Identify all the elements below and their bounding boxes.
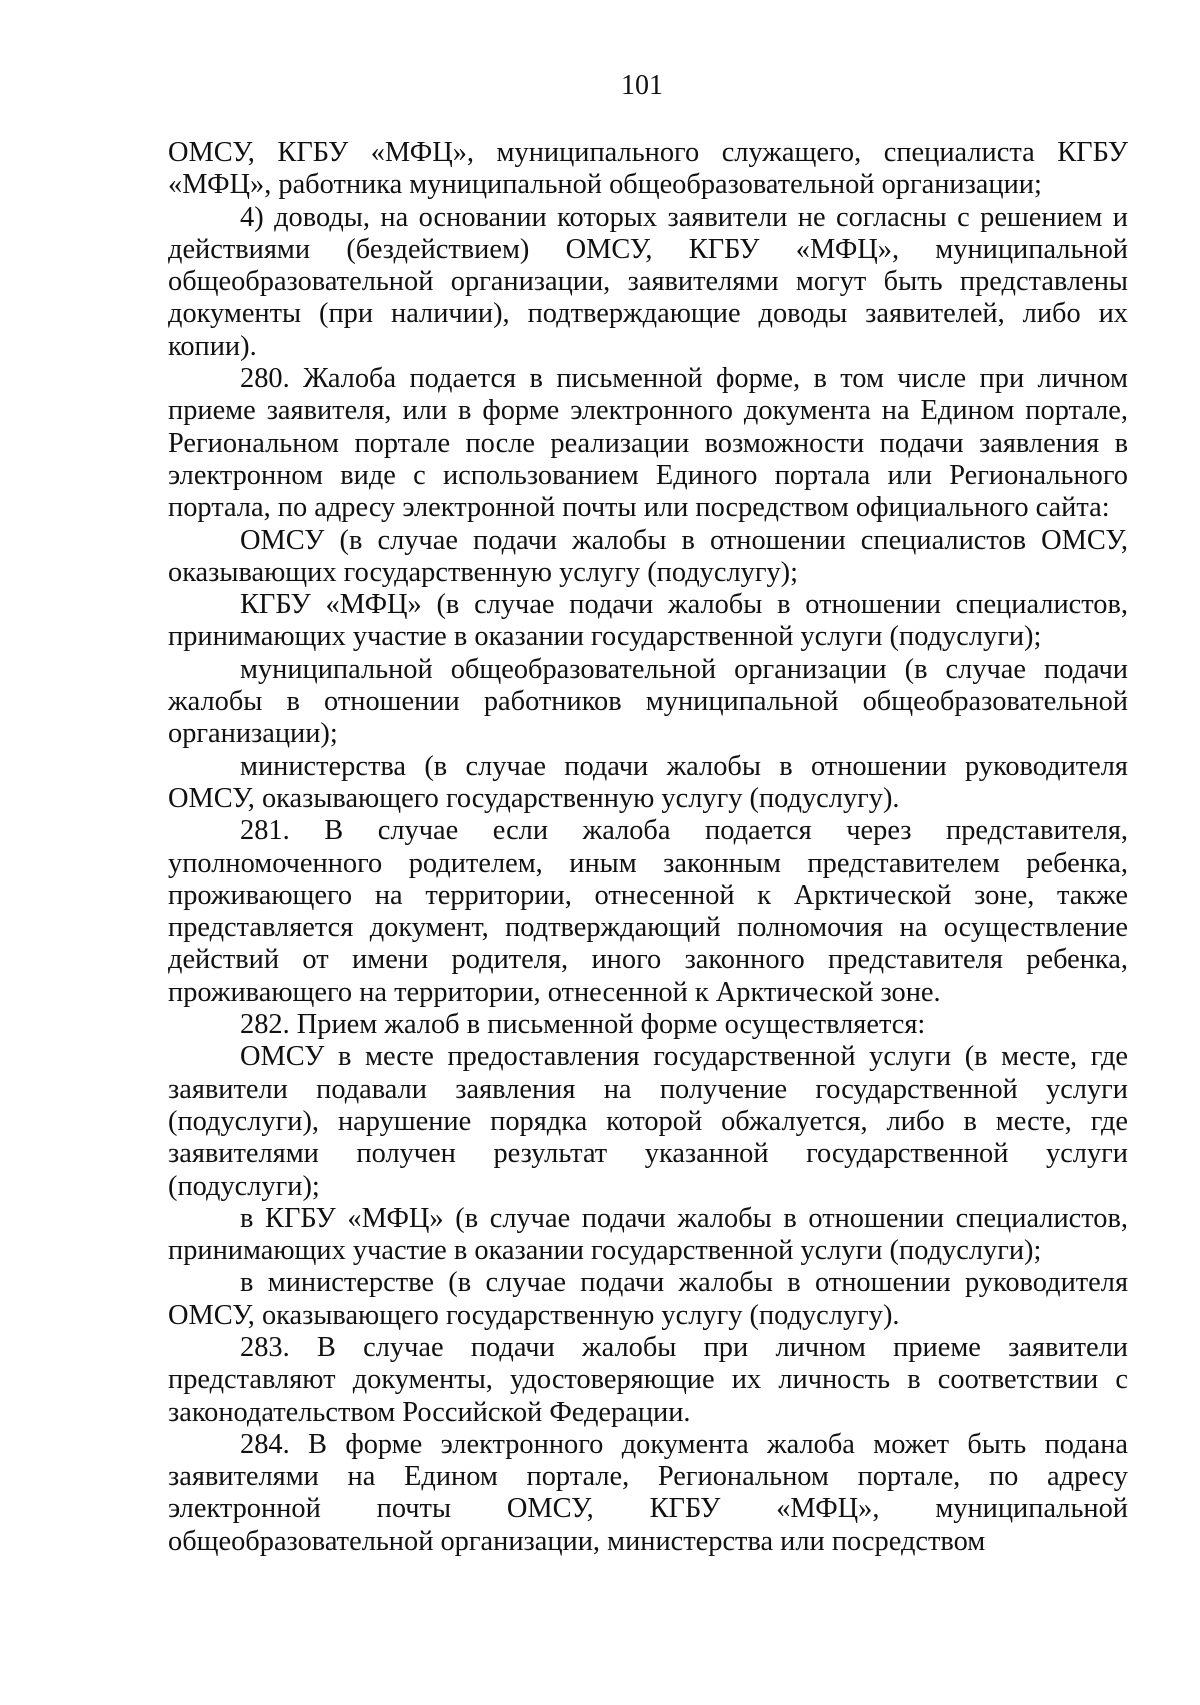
paragraph: в КГБУ «МФЦ» (в случае подачи жалобы в отношении специалистов, принимающих участие в оказании государственной услуги (подуслуги);	[168, 1202, 1128, 1267]
paragraph: 281. В случае если жалоба подается через представителя, уполномоченного родителем, иным законным представителем ребенка, проживающего на территории, отнесенной к Арктической зоне, также представляется документ, подтверждающий полномочия на осуществление действий от имени родителя, иного законного представителя ребенка, проживающего на территории, отнесенной к Арктической зоне.	[168, 815, 1128, 1008]
paragraph: 284. В форме электронного документа жалоба может быть подана заявителями на Едином портале, Региональном портале, по адресу электронной почты ОМСУ, КГБУ «МФЦ», муниципальной общеобразовательной организации, министерства или посредством	[168, 1428, 1128, 1557]
paragraph: министерства (в случае подачи жалобы в отношении руководителя ОМСУ, оказывающего государственную услугу (подуслугу).	[168, 750, 1128, 814]
document-body	[168, 137, 1128, 1558]
paragraph: 282. Прием жалоб в письменной форме осуществляется:	[240, 1009, 926, 1041]
paragraph: 283. В случае подачи жалобы при личном приеме заявители представляют документы, удостоверяющие их личность в соответствии с законодательством Российской Федерации.	[168, 1331, 1128, 1428]
paragraph: КГБУ «МФЦ» (в случае подачи жалобы в отношении специалистов, принимающих участие в оказании государственной услуги (подуслуги);	[168, 589, 1128, 653]
paragraph: в министерстве (в случае подачи жалобы в отношении руководителя ОМСУ, оказывающего государственную услугу (подуслугу).	[168, 1267, 1128, 1331]
paragraph: ОМСУ (в случае подачи жалобы в отношении специалистов ОМСУ, оказывающих государственную услугу (подуслугу);	[168, 524, 1128, 588]
paragraph: ОМСУ, КГБУ «МФЦ», муниципального служащего, специалиста КГБУ «МФЦ», работника муниципальной общеобразовательной организации;	[168, 137, 1128, 201]
paragraph: муниципальной общеобразовательной организации (в случае подачи жалобы в отношении работников муниципальной общеобразовательной организации);	[168, 653, 1128, 750]
paragraph: 280. Жалоба подается в письменной форме, в том числе при личном приеме заявителя, или в форме электронного документа на Едином портале, Региональном портале после реализации возможности подачи заявления в электронном виде с использованием Единого портала или Регионального портала, по адресу электронной почты или посредством официального сайта:	[168, 363, 1128, 524]
page-number: 101	[621, 70, 663, 101]
paragraph: ОМСУ в месте предоставления государственной услуги (в месте, где заявители подавали заявления на получение государственной услуги (подуслуги), нарушение порядка которой обжалуется, либо в месте, где заявителями получен результат указанной государственной услуги (подуслуги);	[168, 1041, 1128, 1202]
paragraph: 4) доводы, на основании которых заявители не согласны с решением и действиями (бездействием) ОМСУ, КГБУ «МФЦ», муниципальной общеобразовательной организации, заявителями могут быть представлены документы (при наличии), подтверждающие доводы заявителей, либо их копии).	[168, 201, 1128, 362]
